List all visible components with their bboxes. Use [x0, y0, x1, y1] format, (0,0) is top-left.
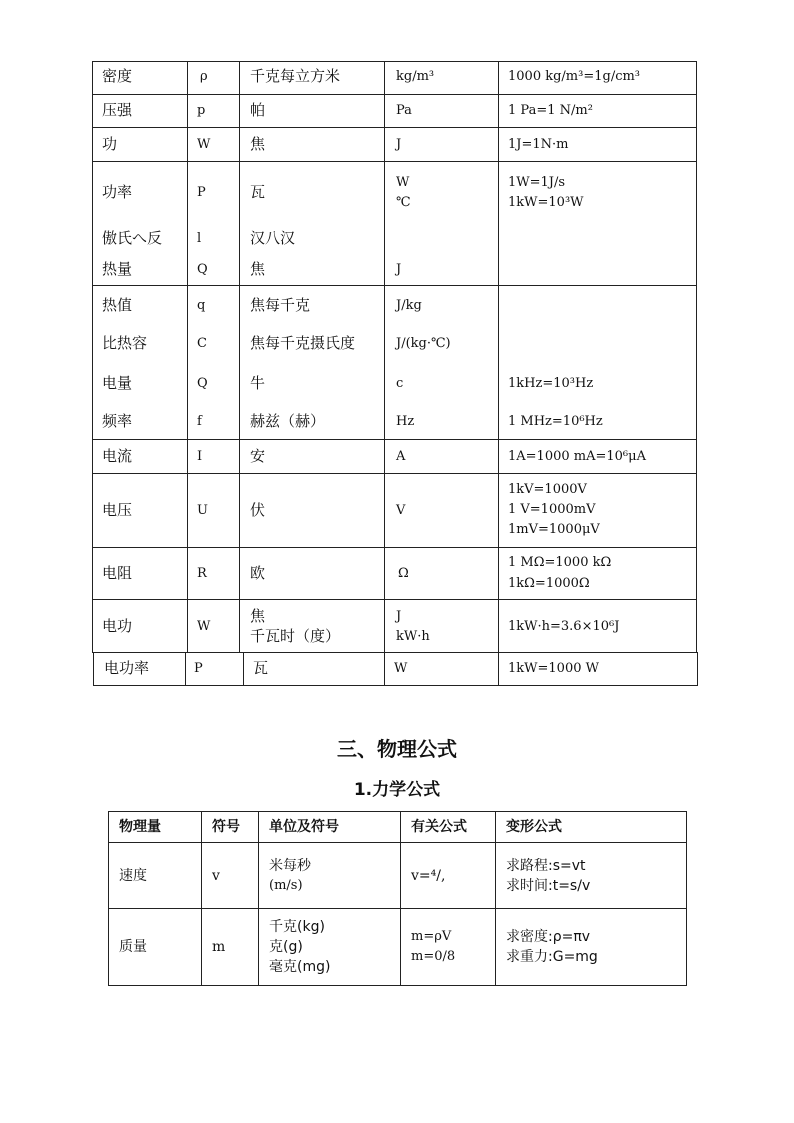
quantity-symbol: q	[197, 298, 206, 313]
quantity-name: 热值	[102, 296, 133, 314]
unit-conversion-secondary: 1kW=10³W	[508, 195, 584, 210]
table-row	[109, 843, 687, 909]
subsection-title: 1.力学公式	[353, 780, 441, 800]
unit-conversion: 1kHz=10³Hz	[508, 376, 594, 391]
column-header: 符号	[202, 812, 259, 843]
unit-name: 焦	[250, 260, 266, 278]
unit-symbol-secondary: ℃	[396, 195, 411, 210]
formula-line: m=ρV	[411, 929, 452, 944]
unit-name: 焦每千克	[250, 296, 311, 314]
quantity-name: 功率	[102, 183, 133, 201]
column-header: 变形公式	[496, 812, 687, 843]
quantity-symbol: C	[197, 336, 207, 351]
quantity-name: 电功率	[104, 659, 150, 677]
unit-name: 欧	[250, 564, 266, 582]
column-header: 物理量	[109, 812, 202, 843]
unit-symbol: c	[396, 376, 404, 391]
unit-line: 米每秒	[269, 857, 311, 874]
derived-cell	[496, 843, 687, 909]
unit-conversion: 1 MΩ=1000 kΩ	[508, 555, 612, 570]
quantity-name: 压强	[102, 101, 133, 119]
unit-symbol: J	[396, 137, 402, 152]
unit-conversion: 1000 kg/m³=1g/cm³	[508, 69, 641, 84]
unit-line: 毫克(mg)	[269, 959, 331, 975]
unit-conversion: 1kW=1000 W	[508, 661, 599, 676]
symbol-cell: m	[202, 909, 259, 986]
formula-table	[108, 811, 687, 986]
unit-name: 赫兹（赫）	[250, 412, 326, 430]
unit-name: 焦每千克摄氏度	[250, 334, 356, 352]
quantity-name: 热量	[102, 260, 133, 278]
quantity-symbol: f	[197, 414, 202, 429]
quantity-symbol: P	[197, 185, 206, 200]
unit-symbol: Pa	[396, 103, 412, 118]
symbol-cell: v	[202, 843, 259, 909]
column-header: 有关公式	[401, 812, 496, 843]
quantity-symbol: Q	[197, 262, 208, 277]
unit-name: 千克每立方米	[250, 67, 341, 85]
unit-symbol: V	[396, 503, 406, 518]
quantity-symbol: U	[197, 503, 208, 518]
unit-symbol: J/(kg·℃)	[396, 336, 451, 351]
unit-symbol: J	[396, 262, 402, 277]
unit-conversion: 1kV=1000V	[508, 482, 587, 497]
quantity-name: 电量	[102, 374, 133, 392]
derived-cell	[496, 909, 687, 986]
unit-name: 瓦	[253, 659, 269, 677]
unit-name: 伏	[250, 501, 266, 519]
derived-line: 求路程:s=vt	[506, 857, 586, 874]
unit-conversion-secondary: 1 V=1000mV	[508, 502, 596, 517]
unit-symbol: Hz	[396, 414, 415, 429]
quantity-name: 密度	[102, 67, 133, 85]
unit-symbol: kg/m³	[396, 69, 435, 84]
unit-name-secondary: 千瓦时（度）	[250, 627, 341, 645]
unit-name: 汉八汉	[250, 229, 296, 247]
unit-line: 克(g)	[269, 939, 303, 955]
unit-conversion: 1W=1J/s	[508, 175, 566, 190]
unit-conversion-secondary: 1kΩ=1000Ω	[508, 576, 590, 591]
unit-line: 千克(kg)	[269, 919, 325, 935]
derived-line: 求密度:ρ=πv	[506, 929, 591, 945]
quantity-symbol: P	[194, 661, 203, 676]
quantity-symbol: I	[197, 449, 203, 464]
unit-name: 牛	[250, 374, 266, 392]
quantity-symbol: R	[197, 566, 207, 581]
unit-symbol: J	[396, 609, 402, 624]
unit-name: 焦	[250, 135, 266, 153]
quantity-cell: 速度	[109, 843, 202, 909]
formula-cell	[401, 909, 496, 986]
unit-name: 焦	[250, 607, 266, 625]
derived-line: 求重力:G=mg	[506, 949, 598, 965]
derived-line: 求时间:t=s/v	[506, 877, 591, 894]
unit-conversion: 1 Pa=1 N/m²	[508, 103, 593, 118]
quantity-name: 功	[102, 135, 118, 153]
quantity-name: 频率	[102, 412, 133, 430]
unit-cell	[259, 843, 401, 909]
unit-name: 安	[250, 447, 266, 465]
quantity-name: 比热容	[102, 334, 148, 352]
unit-symbol: Ω	[398, 566, 409, 581]
unit-conversion: 1 MHz=10⁶Hz	[508, 414, 603, 429]
unit-conversion-tertiary: 1mV=1000μV	[508, 522, 600, 537]
quantity-symbol: p	[197, 103, 206, 118]
unit-symbol-secondary: kW·h	[396, 629, 430, 644]
column-header: 单位及符号	[259, 812, 401, 843]
table-row	[109, 909, 687, 986]
quantity-symbol: ρ	[200, 69, 208, 84]
quantity-symbol: W	[197, 619, 211, 634]
unit-line: (m/s)	[269, 877, 303, 893]
section-title: 三、物理公式	[337, 737, 457, 761]
unit-cell	[259, 909, 401, 986]
unit-conversion: 1J=1N·m	[508, 137, 569, 152]
unit-name: 帕	[250, 101, 266, 119]
unit-symbol: A	[396, 449, 406, 464]
quantity-name: 电流	[102, 447, 133, 465]
formula-cell: v=⁴/,	[401, 843, 496, 909]
quantity-name: 傲氏へ反	[102, 229, 163, 247]
quantity-symbol: W	[197, 137, 211, 152]
quantity-name: 电阻	[102, 564, 133, 582]
quantity-name: 电功	[102, 617, 133, 635]
table-header-row	[109, 812, 687, 843]
quantity-name: 电压	[102, 501, 133, 519]
unit-conversion: 1A=1000 mA=10⁶μA	[508, 449, 646, 464]
quantity-symbol: Q	[197, 376, 208, 391]
quantity-cell: 质量	[109, 909, 202, 986]
unit-name: 瓦	[250, 183, 266, 201]
unit-symbol: W	[394, 661, 408, 676]
unit-symbol: J/kg	[396, 298, 422, 313]
formula-line: m=0/8	[411, 949, 456, 964]
unit-conversion: 1kW·h=3.6×10⁶J	[508, 619, 620, 634]
quantity-symbol: l	[197, 231, 202, 246]
unit-symbol: W	[396, 175, 410, 190]
